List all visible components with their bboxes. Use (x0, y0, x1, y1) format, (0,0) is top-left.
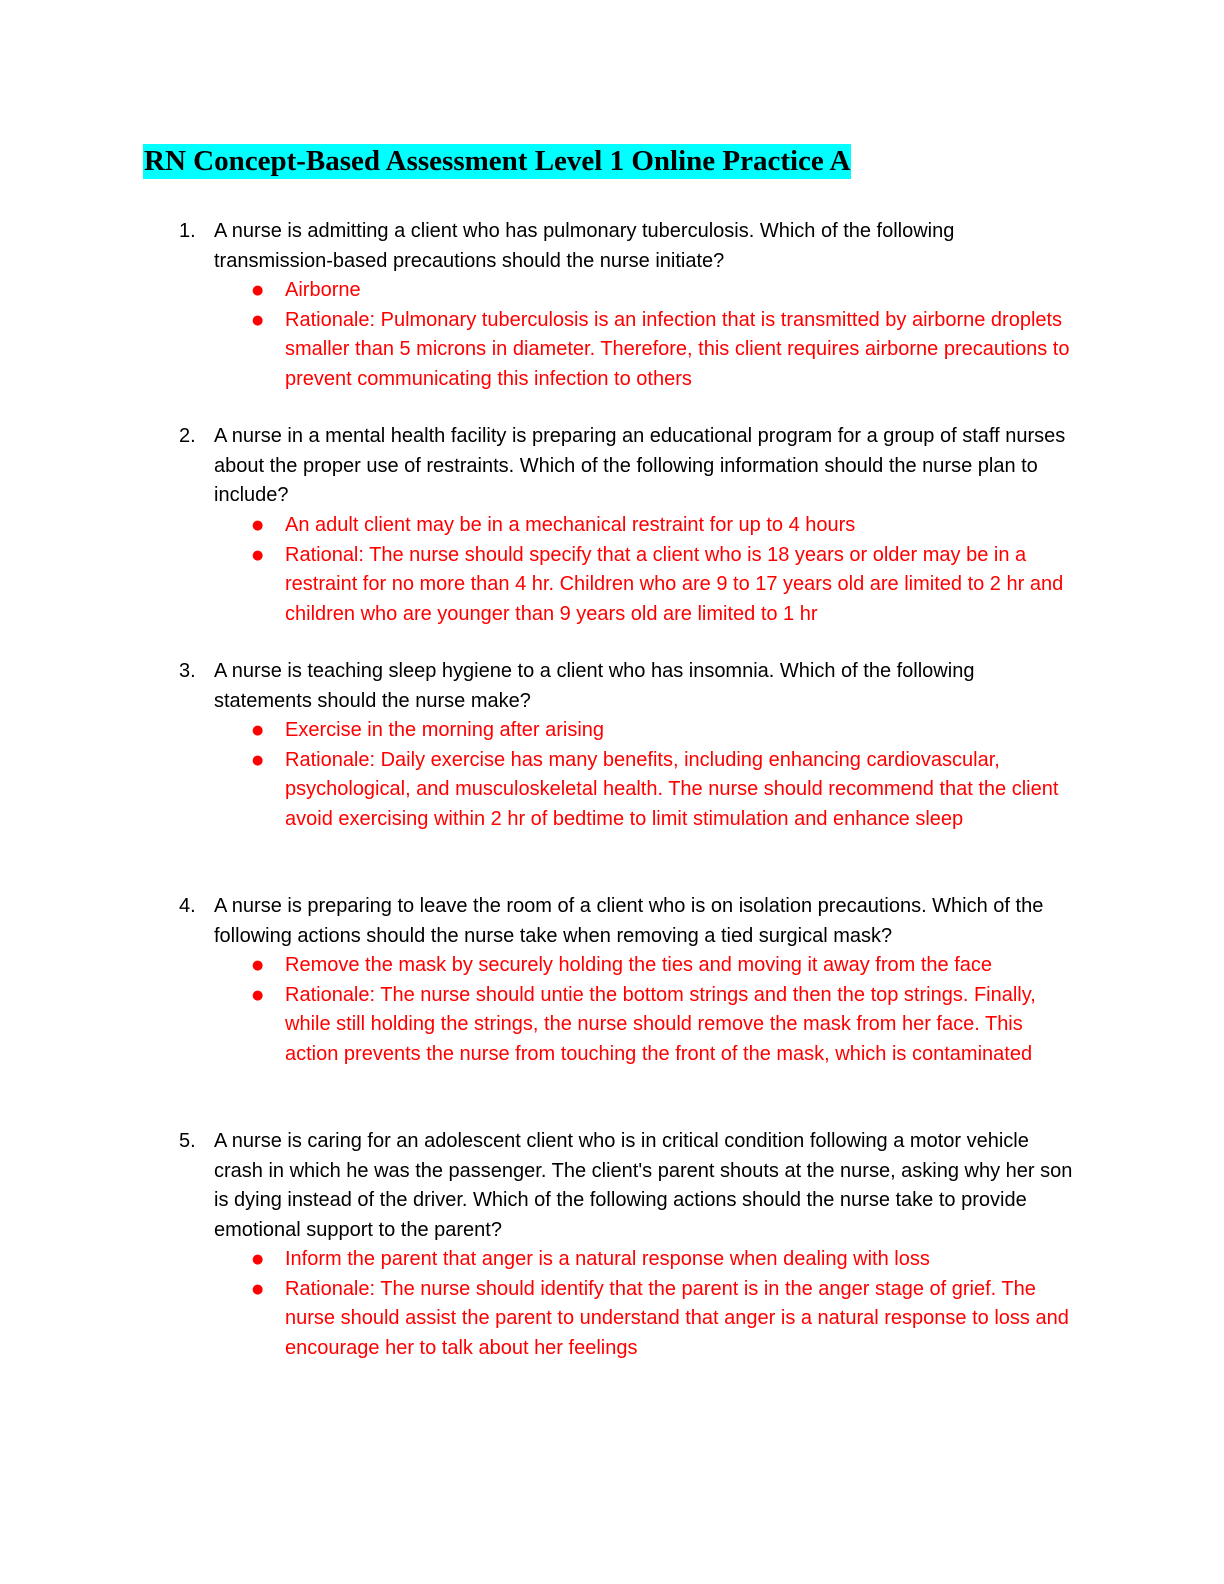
answer-item (0, 951, 1224, 981)
answer-list (0, 951, 1224, 1069)
bullet-icon: ● (252, 752, 264, 768)
bullet-icon: ● (252, 283, 264, 298)
rationale-item (0, 306, 1224, 395)
answer-item (0, 1245, 1224, 1275)
bullet-icon: ● (252, 1252, 264, 1267)
bullet-icon: ● (252, 547, 264, 563)
rationale-text: Rationale: Daily exercise has many benefits, including enhancing cardiovascular, psychological, and musculoskeletal health. The nurse should recommend that the client avoid exercising within 2 hr of bedtime to limit stimulation and enhance sleep (285, 748, 1059, 830)
question-number: 3. (179, 660, 196, 682)
answer-text: Airborne (285, 279, 361, 301)
rationale-item (0, 981, 1224, 1070)
rationale-text: Rational: The nurse should specify that a client who is 18 years or older may be in a restraint for no more than 4 hr. Children who are 9 to 17 years old are limited to 2 hr and children who are younger than 9 years old are limited to 1 hr (285, 543, 1064, 625)
question-text: A nurse is admitting a client who has pulmonary tuberculosis. Which of the following transmission-based precautions should the nurse initiate? (214, 220, 955, 272)
bullet-icon: ● (252, 1281, 264, 1297)
bullet-icon: ● (252, 958, 264, 973)
rationale-item (0, 1275, 1224, 1364)
rationale-item (0, 746, 1224, 835)
question-text: A nurse is preparing to leave the room of a client who is on isolation precautions. Which of the following actions should the nurse take when removing a tied surgical mask? (214, 895, 1044, 947)
answer-item (0, 716, 1224, 746)
answer-text: Remove the mask by securely holding the ties and moving it away from the face (285, 954, 993, 976)
bullet-icon: ● (252, 312, 264, 328)
rationale-text: Rationale: The nurse should identify that the parent is in the anger stage of grief. The nurse should assist the parent to understand that anger is a natural response to loss and encourage her to talk about her feelings (285, 1277, 1069, 1359)
bullet-icon: ● (252, 723, 264, 738)
answer-list (0, 1245, 1224, 1363)
answer-text: Exercise in the morning after arising (285, 719, 605, 741)
rationale-item (0, 541, 1224, 630)
document-title: RN Concept-Based Assessment Level 1 Online Practice A (144, 145, 851, 177)
answer-text: An adult client may be in a mechanical restraint for up to 4 hours (285, 514, 856, 536)
answer-item (0, 276, 1224, 306)
answer-list (0, 716, 1224, 834)
question-number: 2. (179, 425, 196, 447)
rationale-text: Rationale: The nurse should untie the bottom strings and then the top strings. Finally, while still holding the strings, the nurse should remove the mask from her face. This action prevents the nurse from touching the front of the mask, which is contaminated (285, 983, 1036, 1065)
question-number: 5. (179, 1130, 196, 1152)
answer-item (0, 511, 1224, 541)
question-number: 1. (179, 220, 196, 242)
answer-text: Inform the parent that anger is a natural response when dealing with loss (285, 1248, 930, 1270)
bullet-icon: ● (252, 987, 264, 1003)
question-text: A nurse is teaching sleep hygiene to a client who has insomnia. Which of the following statements should the nurse make? (214, 660, 975, 712)
answer-list (0, 276, 1224, 394)
question-text: A nurse in a mental health facility is preparing an educational program for a group of staff nurses about the proper use of restraints. Which of the following information should the nurse plan to include? (214, 425, 1066, 506)
rationale-text: Rationale: Pulmonary tuberculosis is an infection that is transmitted by airborne droplets smaller than 5 microns in diameter. Therefore, this client requires airborne precautions to prevent communicating this infection to others (285, 308, 1070, 390)
question-text: A nurse is caring for an adolescent client who is in critical condition following a motor vehicle crash in which he was the passenger. The client's parent shouts at the nurse, asking why her son is dying instead of the driver. Which of the following actions should the nurse take to provide emotional support to the parent? (214, 1130, 1073, 1241)
question-number: 4. (179, 895, 196, 917)
bullet-icon: ● (252, 518, 264, 533)
answer-list (0, 511, 1224, 629)
